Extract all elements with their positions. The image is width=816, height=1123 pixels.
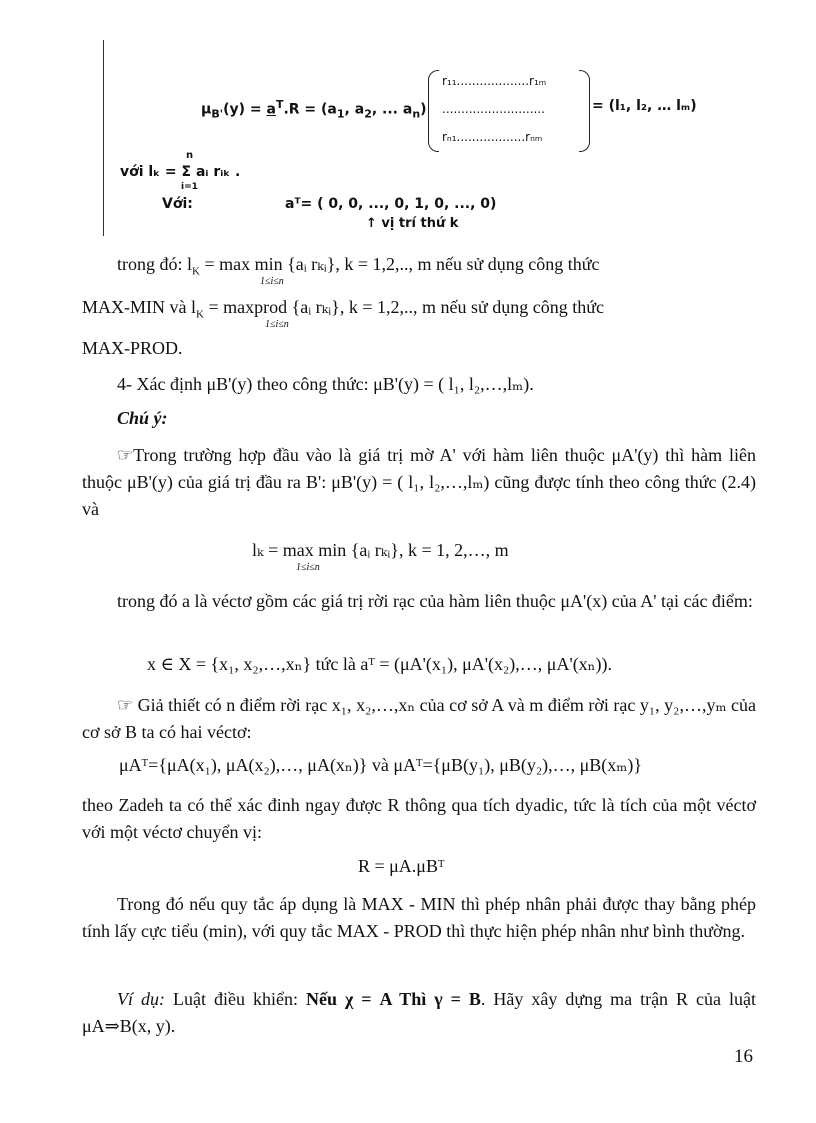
paragraph-vector-a: trong đó a là véctơ gồm các giá trị rời rạc của hàm liên thuộc μA'(x) của A' tại các điểm: <box>117 591 753 611</box>
p2-max-range: 1≤i≤n <box>265 319 289 330</box>
paragraph-fuzzy-input: ☞Trong trường hợp đầu vào là giá trị mờ A' với hàm liên thuộc μA'(y) thì hàm liên thuộc μB'(y) của giá trị đầu ra B': μB'(y) = ( l₁, l₂,…,lₘ) cũng được tính theo công thức (2.4) và <box>82 445 756 519</box>
a-definition: aᵀ= ( 0, 0, ..., 0, 1, 0, ..., 0) <box>285 196 497 212</box>
paragraph-max-min <box>82 297 604 321</box>
relation-matrix <box>428 70 590 150</box>
voi-lk-formula: với lₖ = Σ aᵢ rᵢₖ . <box>120 164 241 180</box>
matrix-result: = (l₁, l₂, … lₘ) <box>592 98 697 114</box>
p2-sub: K <box>196 308 204 321</box>
p2-text-d: prod {aᵢ rₖᵢ}, k = 1,2,.., m nếu sử dụng công thức <box>254 297 604 317</box>
a-vector: a <box>266 101 276 118</box>
p1-text-d: min {aᵢ rₖᵢ}, k = 1,2,.., m nếu sử dụng công thức <box>254 254 600 274</box>
p2-max: max <box>223 297 255 317</box>
position-k-note: ↑ vị trí thứ k <box>366 216 459 231</box>
example-label: Ví dụ: <box>117 989 165 1009</box>
note-heading: Chú ý: <box>117 408 168 428</box>
matrix-row-3: rₙ₁..................rₙₘ <box>442 130 543 144</box>
sum-upper-limit: n <box>186 150 194 161</box>
step-4: 4- Xác định μB'(y) theo công thức: μB'(y) = ( l₁, l₂,…,lₘ). <box>117 374 534 394</box>
matrix-left-bracket <box>428 70 439 152</box>
equation-r-dyadic: R = μA.μBᵀ <box>358 856 445 876</box>
paragraph-trong-do-1 <box>117 254 599 278</box>
p1-text-a: trong đó: l <box>117 254 192 274</box>
p1-text-c: = <box>199 254 220 274</box>
example-rule: Nếu χ = A Thì γ = B <box>305 989 481 1009</box>
p1-max: max <box>219 254 251 274</box>
eq1-max-range: 1≤i≤n <box>296 562 320 573</box>
p2-text-a: MAX-MIN và l <box>82 297 196 317</box>
p2-text-c: = <box>203 297 224 317</box>
mu-symbol: μ <box>201 101 212 118</box>
paragraph-zadeh: theo Zadeh ta có thể xác đinh ngay được R thông qua tích dyadic, tức là tích của một véctơ với một véctơ chuyển vị: <box>82 795 756 842</box>
paragraph-example <box>82 986 756 1040</box>
mu-sub: B' <box>211 107 224 121</box>
matrix-row-2: ........................... <box>442 102 545 116</box>
page-number: 16 <box>734 1046 753 1067</box>
paragraph-rule-note: Trong đó nếu quy tắc áp dụng là MAX - MIN thì phép nhân phải được thay bằng phép tính lấy cực tiểu (min), với quy tắc MAX - PROD thì thực hiện phép nhân như bình thường. <box>82 894 756 941</box>
matrix-right-bracket <box>579 70 590 152</box>
tail-text: , a <box>344 101 365 118</box>
equation-lk <box>252 540 509 561</box>
close-paren: ) <box>420 101 427 118</box>
mid-text: .R = (a <box>283 101 337 118</box>
formula-mu-b-line: $\mu_{B'}(y) = a^T.R = (a_1$, $a_2$, ... $a_n$) <box>201 98 427 121</box>
p1-sub: K <box>192 265 200 278</box>
lhs-text: (y) = <box>223 101 267 118</box>
paragraph-max-prod: MAX-PROD. <box>82 338 183 358</box>
example-text-d: . Hãy xây dựng ma trận R của luật μA⇒B(x, y). <box>82 989 757 1036</box>
sum-lower-limit: i=1 <box>181 182 198 192</box>
paragraph-discrete-points: ☞ Giả thiết có n điểm rời rạc x₁, x₂,…,xₙ của cơ sở A và m điểm rời rạc y₁, y₂,…,yₘ của cơ sở B ta có hai véctơ: <box>82 695 756 742</box>
p1-max-range: 1≤i≤n <box>260 276 284 287</box>
equation-mu-vectors: μAᵀ={μA(x₁), μA(x₂),…, μA(xₙ)} và μAᵀ={μB(y₁), μB(y₂),…, μB(xₘ)} <box>119 755 642 775</box>
matrix-row-1: r₁₁...................r₁ₘ <box>442 74 547 88</box>
eq1-max: max <box>282 540 314 560</box>
eq1-lhs: lₖ = <box>252 540 283 560</box>
example-text-b: Luật điều khiển: <box>165 989 306 1009</box>
voi-label: Với: <box>162 196 193 212</box>
a-sup: T <box>275 98 284 111</box>
equation-x-set: x ∈ X = {x₁, x₂,…,xₙ} tức là aᵀ = (μA'(x₁), μA'(x₂),…, μA'(xₙ)). <box>147 654 612 674</box>
tail2-text: , ... a <box>371 101 413 118</box>
eq1-rhs: min {aᵢ rₖᵢ}, k = 1, 2,…, m <box>318 540 509 560</box>
